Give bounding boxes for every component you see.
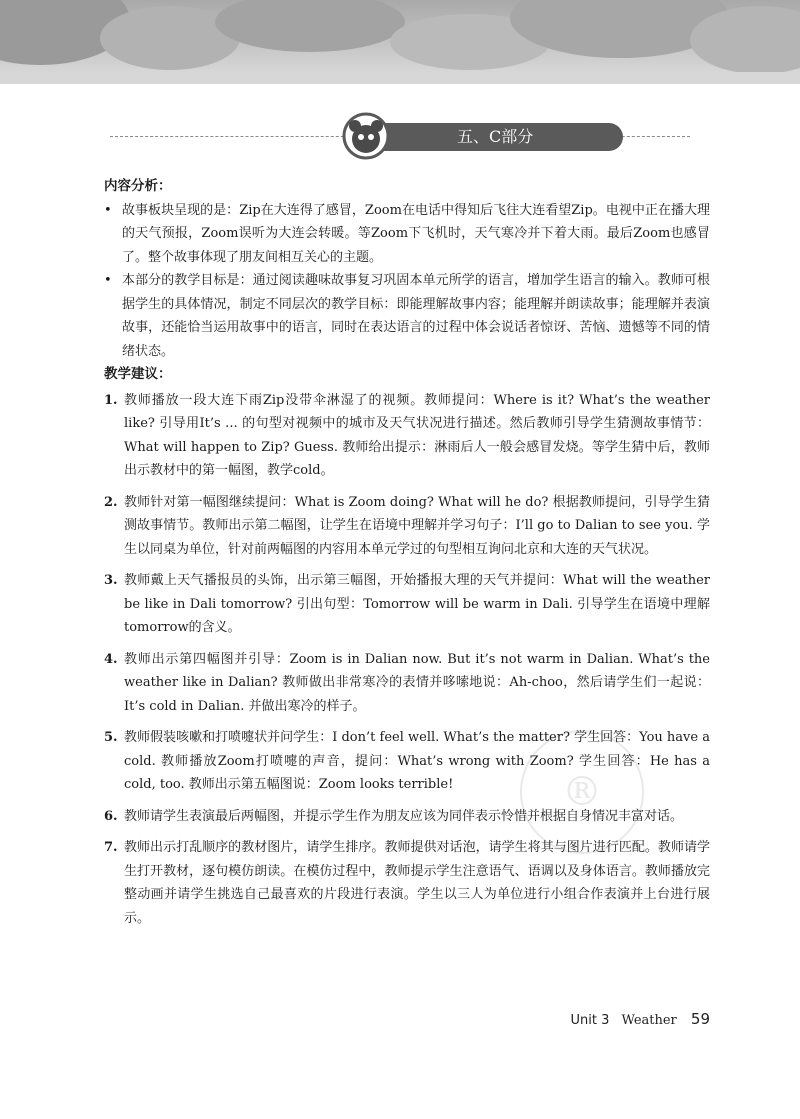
suggestion-text: 教师出示第四幅图并引导：Zoom is in Dalian now. But it’s not warm in Dalian. What’s the weather like in Dalian? 教师做出非常寒冷的表情并哆嗦地说：Ah-choo，然后请学生们一起说：It’s cold in Dalian. 并做出寒冷的样子。 bbox=[124, 651, 710, 714]
item-number: 5. bbox=[104, 730, 118, 745]
suggestion-text: 教师戴上天气播报员的头饰，出示第三幅图，开始播报大理的天气并提问：What will the weather be like in Dali tomorrow? 引出句型：Tomorrow will be warm in Dali. 引导学生在语境中理解tomorrow的含义。 bbox=[124, 573, 710, 635]
suggestion-text: 教师出示打乱顺序的教材图片，请学生排序。教师提供对话泡，请学生将其与图片进行匹配。教师请学生打开教材，逐句模仿朗读。在模仿过程中，教师提示学生注意语气、语调以及身体语言。教师播放完整动画并请学生挑选自己最喜欢的片段进行表演。学生以三人为单位进行小组合作表演并上台进行展示。 bbox=[124, 840, 710, 926]
item-number: 1. bbox=[104, 392, 118, 408]
section-header bbox=[110, 120, 690, 154]
suggestion-item bbox=[104, 726, 710, 797]
suggestion-text: 教师请学生表演最后两幅图，并提示学生作为朋友应该为同伴表示怜惜并根据自身情况丰富对话。 bbox=[124, 808, 684, 824]
bullet-dot-icon: • bbox=[104, 273, 112, 288]
content-analysis-heading: 内容分析： bbox=[104, 178, 172, 194]
item-number: 2. bbox=[104, 494, 118, 510]
suggestion-item bbox=[104, 569, 710, 640]
page-content bbox=[104, 175, 710, 930]
suggestion-text: 教师假装咳嗽和打喷嚏状并问学生：I don’t feel well. What’s the matter? 学生回答：You have a cold. 教师播放Zoom打喷嚏的声音，提问：What’s wrong with Zoom? 学生回答：He has a cold, too. 教师出示第五幅图说：Zoom looks terrible! bbox=[124, 730, 710, 792]
suggestion-item bbox=[104, 648, 710, 719]
analysis-bullet-text: 本部分的教学目标是：通过阅读趣味故事复习巩固本单元所学的语言，增加学生语言的输入。教师可根据学生的具体情况，制定不同层次的教学目标：即能理解故事内容；能理解并朗读故事；能理解并表演故事，还能恰当运用故事中的语言，同时在表达语言的过程中体会说话者惊讶、苦恼、遗憾等不同的情绪状态。 bbox=[122, 273, 710, 359]
mascot-icon bbox=[342, 112, 390, 160]
suggestion-text: 教师播放一段大连下雨Zip没带伞淋湿了的视频。教师提问：Where is it? What’s the weather like? 引导用It’s ... 的句型对视频中的城市及天气状况进行描述。然后教师引导学生猜测故事情节：What will happen to Zip? Guess. 教师给出提示：淋雨后人一般会感冒发烧。等学生猜中后，教师出示教材中的第一幅图，教学cold。 bbox=[124, 392, 710, 478]
page-footer bbox=[571, 1010, 711, 1028]
analysis-bullet bbox=[104, 199, 710, 270]
analysis-bullet bbox=[104, 269, 710, 363]
footer-topic: Weather bbox=[621, 1013, 677, 1028]
watermark-logo: ® bbox=[520, 730, 644, 854]
item-number: 7. bbox=[104, 840, 118, 855]
item-number: 6. bbox=[104, 808, 118, 824]
page-number: 59 bbox=[690, 1010, 710, 1028]
item-number: 3. bbox=[104, 573, 118, 588]
suggestion-text: 教师针对第一幅图继续提问：What is Zoom doing? What will he do? 根据教师提问，引导学生猜测故事情节。教师出示第二幅图，让学生在语境中理解并学习句子：I’ll go to Dalian to see you. 学生以同桌为单位，针对前两幅图的内容用本单元学过的句型相互询问北京和大连的天气状况。 bbox=[124, 494, 710, 557]
section-title: 五、C部分 bbox=[365, 123, 623, 151]
footer-unit: Unit 3 bbox=[570, 1013, 610, 1028]
page-banner-illustration bbox=[0, 0, 800, 84]
suggestion-item bbox=[104, 491, 710, 562]
suggestion-item bbox=[104, 805, 710, 829]
bullet-dot-icon: • bbox=[104, 202, 112, 218]
suggestion-item bbox=[104, 389, 710, 483]
item-number: 4. bbox=[104, 651, 118, 667]
suggestion-item bbox=[104, 836, 710, 930]
analysis-bullet-text: 故事板块呈现的是：Zip在大连得了感冒，Zoom在电话中得知后飞往大连看望Zip。电视中正在播大理的天气预报，Zoom误听为大连会转暖。等Zoom下飞机时，天气寒冷并下着大雨。最后Zoom也感冒了。整个故事体现了朋友间相互关心的主题。 bbox=[122, 202, 710, 265]
teaching-suggestions-heading: 教学建议： bbox=[104, 366, 172, 382]
